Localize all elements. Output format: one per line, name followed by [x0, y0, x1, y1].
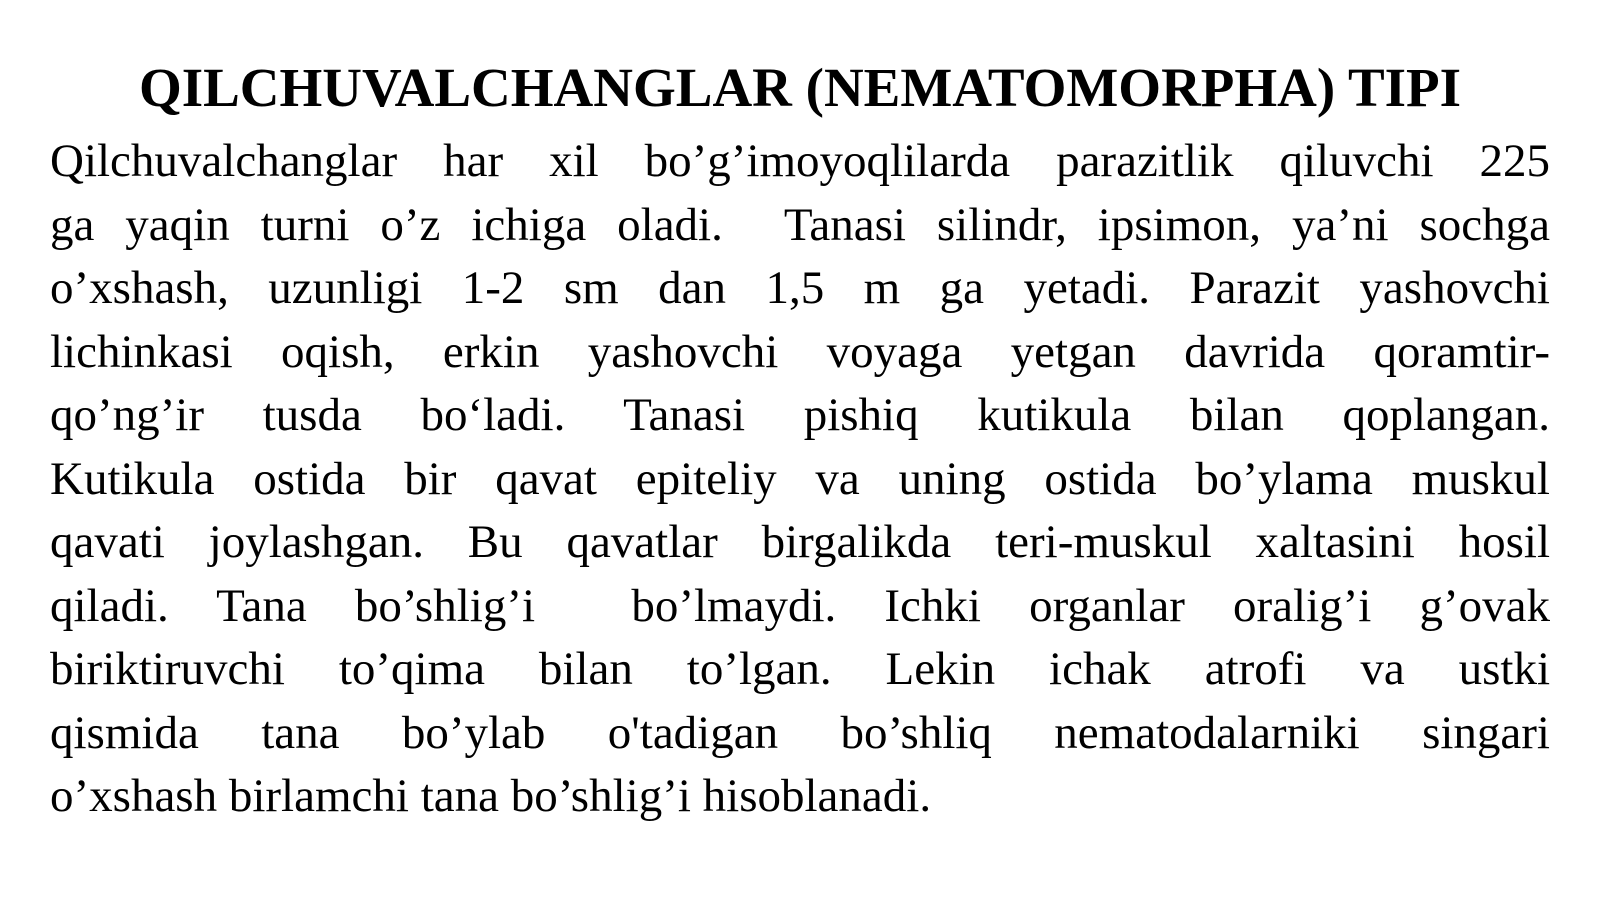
body-line: qavati joylashgan. Bu qavatlar birgalikda teri-muskul xaltasini hosil [50, 516, 1550, 568]
body-line: qismida tana bo’ylab o'tadigan bo’shliq nematodalarniki singari [50, 706, 1550, 759]
body-line: o’xshash, uzunligi 1-2 sm dan 1,5 m ga yetadi. Parazit yashovchi [50, 262, 1550, 314]
slide-body-text [50, 130, 1550, 829]
body-line: ga yaqin turni o’z ichiga oladi. Tanasi silindr, ipsimon, ya’ni sochga [50, 198, 1550, 251]
body-line: biriktiruvchi to’qima bilan to’lgan. Lekin ichak atrofi va ustki [50, 643, 1550, 695]
body-line: Kutikula ostida bir qavat epiteliy va uning ostida bo’ylama muskul [50, 452, 1550, 505]
body-line: lichinkasi oqish, erkin yashovchi voyaga yetgan davrida qoramtir- [50, 325, 1550, 378]
body-line: o’xshash birlamchi tana bo’shlig’i hisoblanadi. [50, 770, 932, 822]
body-line: qiladi. Tana bo’shlig’i bo’lmaydi. Ichki organlar oralig’i g’ovak [50, 579, 1550, 632]
slide-title: QILCHUVALCHANGLAR (NEMATOMORPHA) TIPI [138, 57, 1462, 118]
body-line: qo’ng’ir tusda bo‘ladi. Tanasi pishiq kutikula bilan qoplangan. [50, 389, 1550, 441]
body-line: Qilchuvalchanglar har xil bo’g’imoyoqlilarda parazitlik qiluvchi 225 [50, 135, 1550, 187]
